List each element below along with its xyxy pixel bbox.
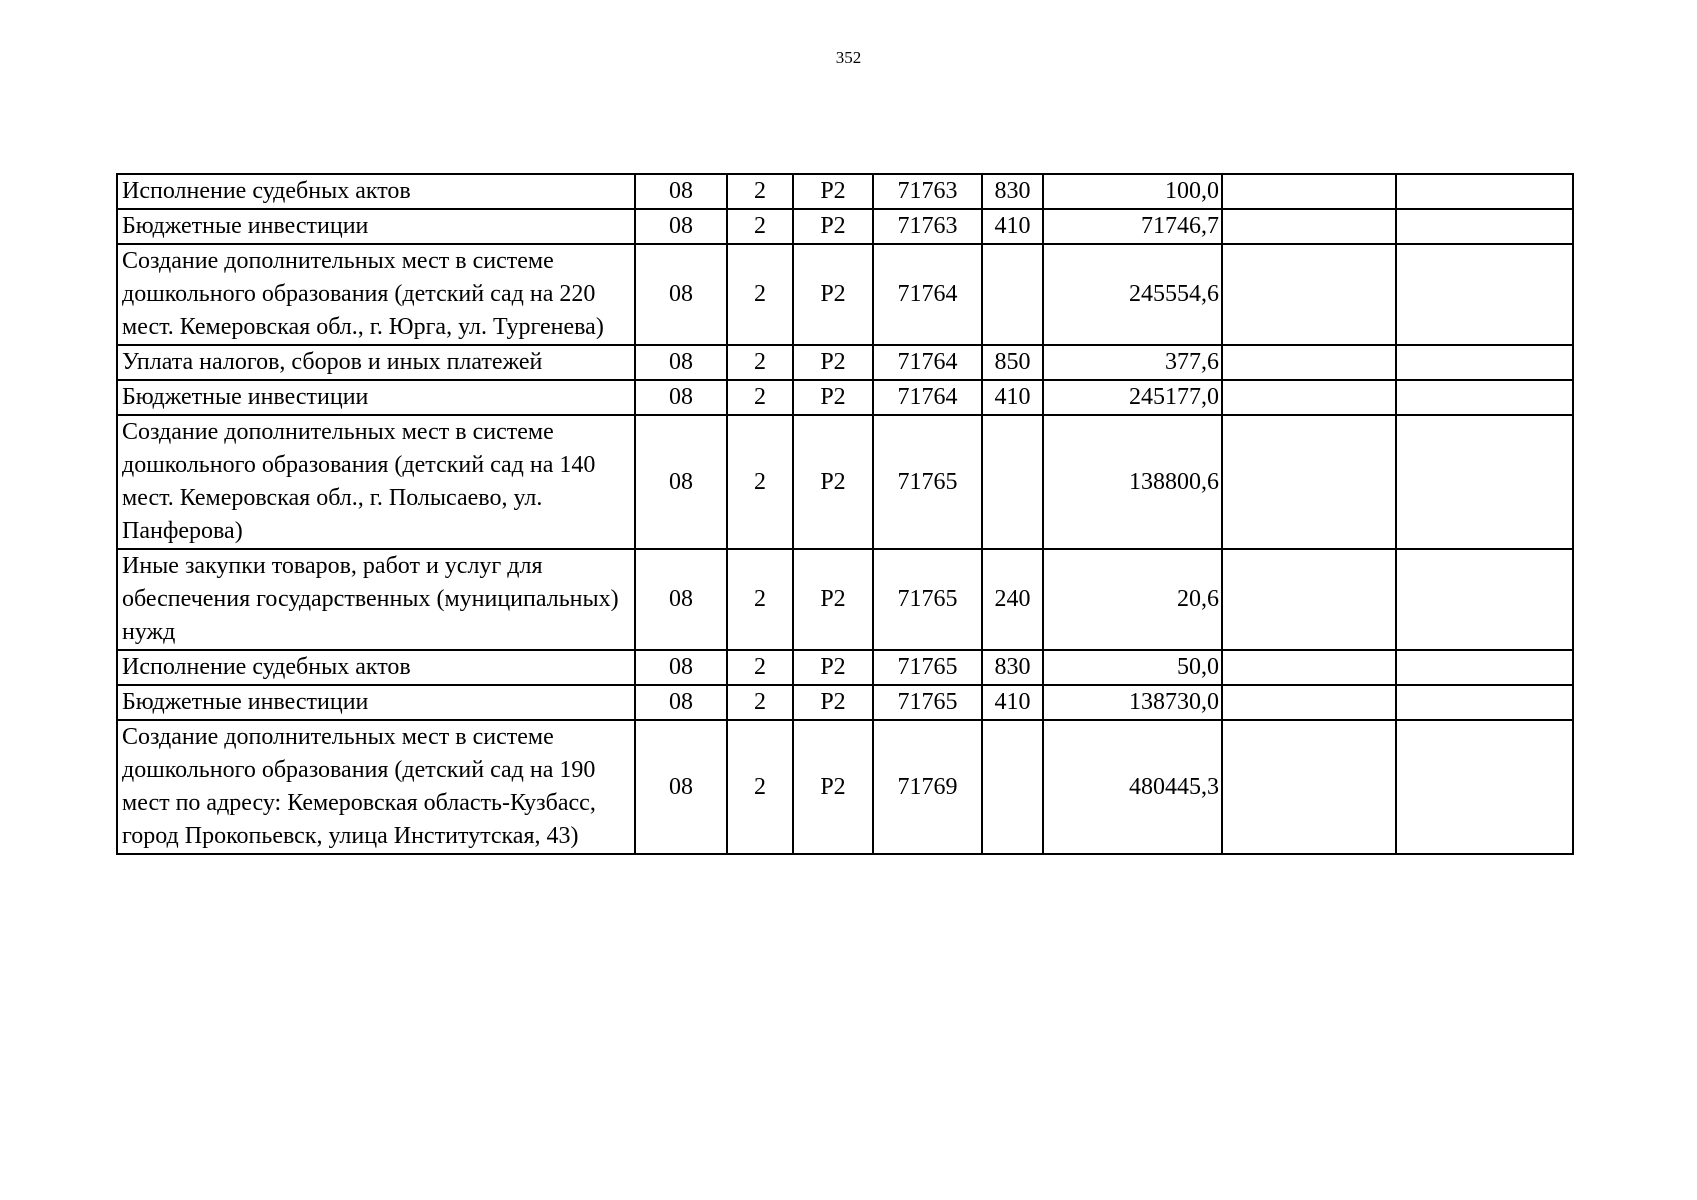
direction-cell: 71765 (873, 415, 982, 549)
extra-cell-2 (1396, 650, 1573, 685)
table-row (117, 209, 1573, 244)
row-name: Исполнение судебных актов (117, 650, 635, 685)
section-cell: 08 (635, 650, 727, 685)
subsection-cell: 2 (727, 685, 793, 720)
section-cell: 08 (635, 345, 727, 380)
table-row (117, 244, 1573, 345)
direction-cell: 71769 (873, 720, 982, 854)
amount-cell: 50,0 (1043, 650, 1222, 685)
program-cell: P2 (793, 650, 873, 685)
section-cell: 08 (635, 209, 727, 244)
extra-cell-2 (1396, 345, 1573, 380)
extra-cell-2 (1396, 685, 1573, 720)
extra-cell-1 (1222, 650, 1396, 685)
row-name: Создание дополнительных мест в системе дошкольного образования (детский сад на 190 мест по адресу: Кемеровская область-Кузбасс, город Прокопьевск, улица Институтская, 43) (117, 720, 635, 854)
extra-cell-2 (1396, 549, 1573, 650)
table-row (117, 650, 1573, 685)
extra-cell-2 (1396, 174, 1573, 209)
type-cell (982, 415, 1043, 549)
subsection-cell: 2 (727, 549, 793, 650)
subsection-cell: 2 (727, 174, 793, 209)
section-cell: 08 (635, 174, 727, 209)
extra-cell-1 (1222, 380, 1396, 415)
table-row (117, 345, 1573, 380)
section-cell: 08 (635, 549, 727, 650)
table-row (117, 174, 1573, 209)
table-row (117, 380, 1573, 415)
type-cell: 830 (982, 650, 1043, 685)
amount-cell: 245554,6 (1043, 244, 1222, 345)
direction-cell: 71765 (873, 549, 982, 650)
direction-cell: 71764 (873, 380, 982, 415)
subsection-cell: 2 (727, 720, 793, 854)
table-row (117, 415, 1573, 549)
row-name: Исполнение судебных актов (117, 174, 635, 209)
extra-cell-1 (1222, 244, 1396, 345)
extra-cell-1 (1222, 209, 1396, 244)
extra-cell-1 (1222, 415, 1396, 549)
type-cell: 410 (982, 380, 1043, 415)
direction-cell: 71765 (873, 685, 982, 720)
subsection-cell: 2 (727, 244, 793, 345)
subsection-cell: 2 (727, 415, 793, 549)
extra-cell-1 (1222, 174, 1396, 209)
program-cell: P2 (793, 415, 873, 549)
section-cell: 08 (635, 244, 727, 345)
row-name: Создание дополнительных мест в системе дошкольного образования (детский сад на 220 мест. Кемеровская обл., г. Юрга, ул. Тургенева) (117, 244, 635, 345)
table-row (117, 685, 1573, 720)
extra-cell-1 (1222, 720, 1396, 854)
extra-cell-2 (1396, 380, 1573, 415)
type-cell: 240 (982, 549, 1043, 650)
type-cell: 830 (982, 174, 1043, 209)
row-name: Уплата налогов, сборов и иных платежей (117, 345, 635, 380)
amount-cell: 377,6 (1043, 345, 1222, 380)
extra-cell-1 (1222, 685, 1396, 720)
type-cell: 850 (982, 345, 1043, 380)
amount-cell: 138730,0 (1043, 685, 1222, 720)
section-cell: 08 (635, 380, 727, 415)
amount-cell: 480445,3 (1043, 720, 1222, 854)
extra-cell-1 (1222, 345, 1396, 380)
program-cell: P2 (793, 345, 873, 380)
subsection-cell: 2 (727, 345, 793, 380)
amount-cell: 138800,6 (1043, 415, 1222, 549)
section-cell: 08 (635, 685, 727, 720)
type-cell (982, 720, 1043, 854)
program-cell: P2 (793, 209, 873, 244)
amount-cell: 245177,0 (1043, 380, 1222, 415)
budget-table (116, 173, 1574, 855)
subsection-cell: 2 (727, 209, 793, 244)
section-cell: 08 (635, 720, 727, 854)
type-cell: 410 (982, 685, 1043, 720)
direction-cell: 71764 (873, 345, 982, 380)
section-cell: 08 (635, 415, 727, 549)
direction-cell: 71765 (873, 650, 982, 685)
row-name: Создание дополнительных мест в системе дошкольного образования (детский сад на 140 мест. Кемеровская обл., г. Полысаево, ул. Панферова) (117, 415, 635, 549)
program-cell: P2 (793, 549, 873, 650)
extra-cell-1 (1222, 549, 1396, 650)
type-cell (982, 244, 1043, 345)
type-cell: 410 (982, 209, 1043, 244)
extra-cell-2 (1396, 720, 1573, 854)
table-row (117, 720, 1573, 854)
row-name: Иные закупки товаров, работ и услуг для обеспечения государственных (муниципальных) нужд (117, 549, 635, 650)
direction-cell: 71764 (873, 244, 982, 345)
extra-cell-2 (1396, 415, 1573, 549)
row-name: Бюджетные инвестиции (117, 685, 635, 720)
row-name: Бюджетные инвестиции (117, 209, 635, 244)
amount-cell: 20,6 (1043, 549, 1222, 650)
page-number: 352 (835, 48, 862, 67)
program-cell: P2 (793, 244, 873, 345)
row-name: Бюджетные инвестиции (117, 380, 635, 415)
amount-cell: 71746,7 (1043, 209, 1222, 244)
amount-cell: 100,0 (1043, 174, 1222, 209)
program-cell: P2 (793, 174, 873, 209)
table-row (117, 549, 1573, 650)
program-cell: P2 (793, 380, 873, 415)
subsection-cell: 2 (727, 650, 793, 685)
extra-cell-2 (1396, 209, 1573, 244)
direction-cell: 71763 (873, 209, 982, 244)
extra-cell-2 (1396, 244, 1573, 345)
program-cell: P2 (793, 720, 873, 854)
direction-cell: 71763 (873, 174, 982, 209)
subsection-cell: 2 (727, 380, 793, 415)
program-cell: P2 (793, 685, 873, 720)
